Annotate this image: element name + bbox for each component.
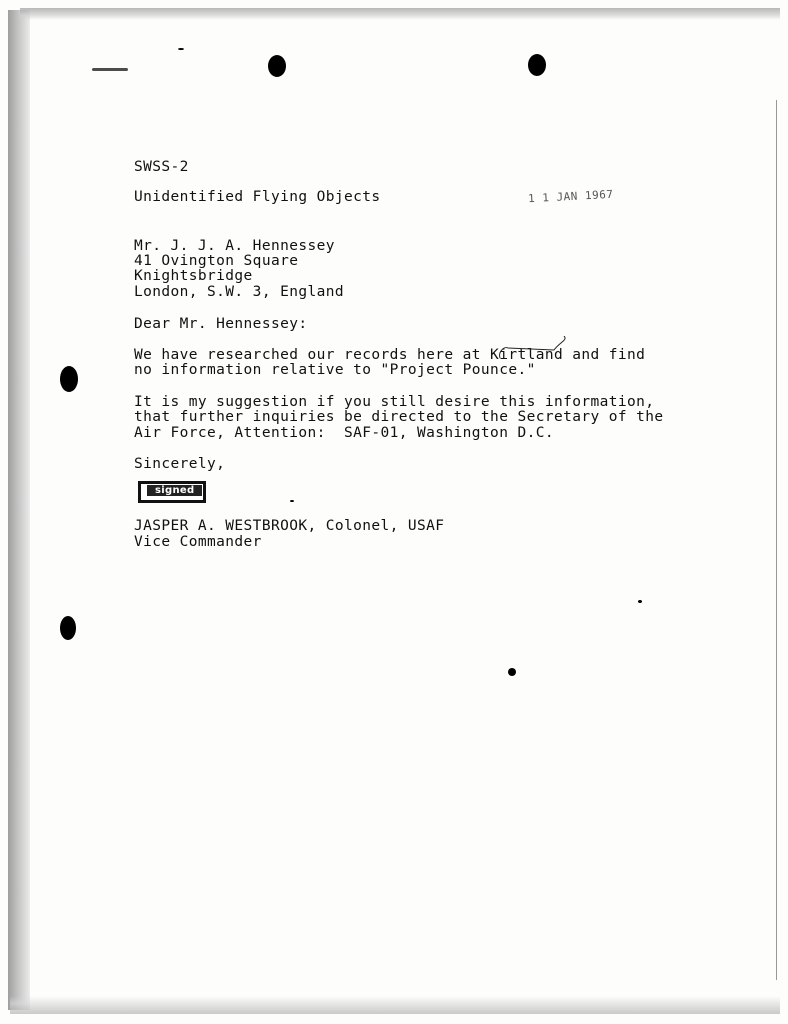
toner-speck [178, 48, 184, 50]
closing: Sincerely, [134, 456, 226, 472]
body-paragraph-2-line-2: that further inquiries be directed to the Secretary of the [134, 409, 664, 425]
body-paragraph-1-line-1: We have researched our records here at Kirtland and find [134, 347, 646, 363]
body-paragraph-1-line-2: no information relative to "Project Pounce." [134, 362, 536, 378]
toner-speck [290, 500, 294, 502]
address-line-district: Knightsbridge [134, 268, 253, 284]
copy-edge-right [776, 100, 777, 980]
copy-edge-bottom [10, 996, 780, 1014]
handwritten-correction-mark [494, 336, 574, 366]
address-line-city: London, S.W. 3, England [134, 284, 344, 300]
date-stamp: 1 1 JAN 1967 [527, 187, 614, 206]
body-paragraph-2-line-3: Air Force, Attention: SAF-01, Washington D.C. [134, 425, 554, 441]
copy-edge-left [8, 10, 30, 1010]
punch-hole-left-lower [60, 616, 76, 640]
file-reference: SWSS-2 [134, 159, 189, 175]
address-line-street: 41 Ovington Square [134, 253, 299, 269]
punch-hole-top-left [268, 55, 286, 77]
toner-speck [92, 68, 128, 71]
toner-speck [508, 668, 516, 676]
subject-line: Unidentified Flying Objects [134, 189, 381, 205]
punch-hole-top-right [528, 54, 546, 76]
signature-stamp [138, 481, 206, 503]
signatory-name: JASPER A. WESTBROOK, Colonel, USAF [134, 518, 445, 534]
signatory-title: Vice Commander [134, 534, 262, 550]
copy-edge-top [20, 8, 780, 20]
body-paragraph-2-line-1: It is my suggestion if you still desire this information, [134, 394, 655, 410]
salutation: Dear Mr. Hennessey: [134, 316, 308, 332]
signature-stamp-label: signed [147, 485, 202, 496]
punch-hole-left-upper [60, 366, 78, 392]
toner-speck [638, 600, 642, 603]
address-line-name: Mr. J. J. A. Hennessey [134, 238, 335, 254]
